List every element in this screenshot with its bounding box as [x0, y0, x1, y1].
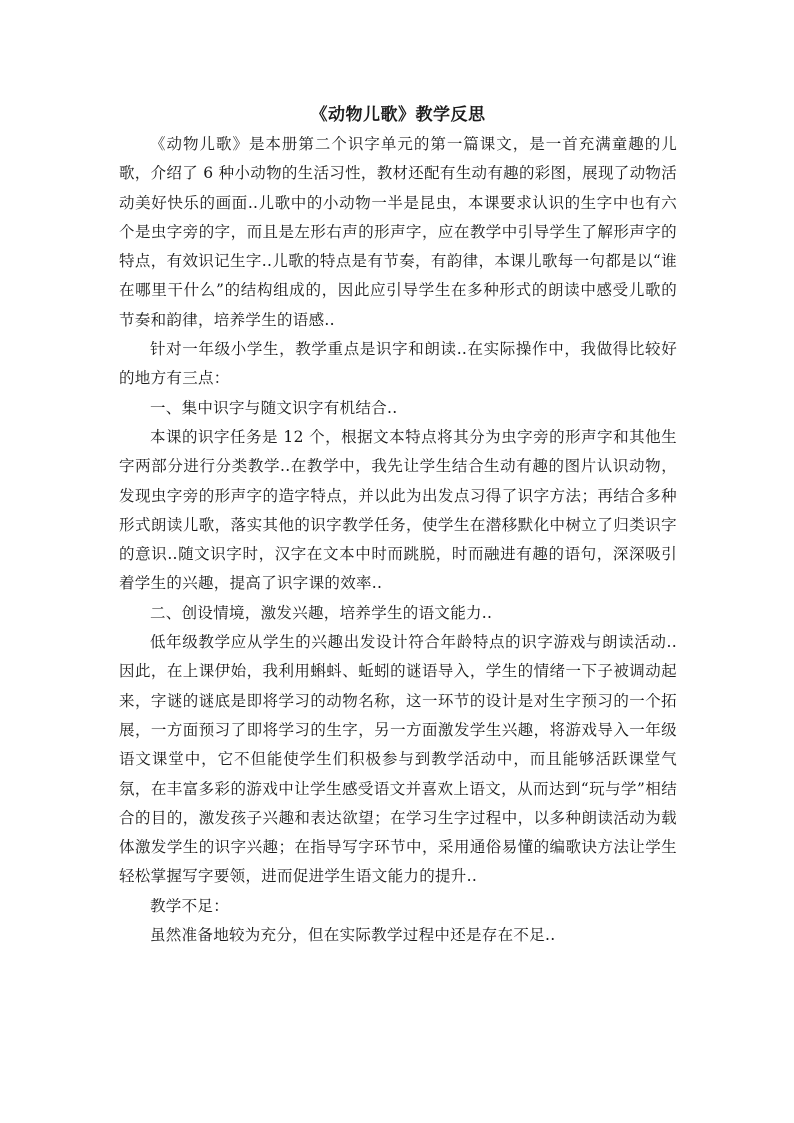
paragraph-intro: 《动物儿歌》是本册第二个识字单元的第一篇课文，是一首充满童趣的儿歌，介绍了 6 种小动物的生活习性，教材还配有生动有趣的彩图，展现了动物活动美好快乐的画面..儿歌中的小动物一半是昆虫，本课要求认识的生字中也有六个是虫字旁的字，而且是左形右声的形声字，应在教学中引导学生了解形声字的特点，有效识记生字..儿歌的特点是有节奏，有韵律，本课儿歌每一句都是以“谁在哪里干什么”的结构组成的，因此应引导学生在多种形式的朗读中感受儿歌的节奏和韵律，培养学生的语感.. [119, 135, 677, 329]
section-heading-1: 一、集中识字与随文识字有机结合.. [150, 398, 398, 417]
paragraph-shortcomings: 虽然准备地较为充分，但在实际教学过程中还是存在不足.. [150, 926, 556, 945]
document-title: 《动物儿歌》教学反思 [310, 105, 486, 125]
section-heading-2: 二、创设情境，激发兴趣，培养学生的语文能力.. [150, 603, 493, 622]
document-page [119, 100, 677, 950]
paragraph-focus: 针对一年级小学生，教学重点是识字和朗读..在实际操作中，我做得比较好的地方有三点： [119, 340, 677, 388]
paragraph-section-2: 低年级教学应从学生的兴趣出发设计符合年龄特点的识字游戏与朗读活动..因此，在上课伊始，我利用蝌蚪、蚯蚓的谜语导入，学生的情绪一下子被调动起来，字谜的谜底是即将学习的动物名称，这一环节的设计是对生字预习的一个拓展，一方面预习了即将学习的生字，另一方面激发学生兴趣，将游戏导入一年级语文课堂中，它不但能使学生们积极参与到教学活动中，而且能够活跃课堂气氛，在丰富多彩的游戏中让学生感受语文并喜欢上语文，从而达到“玩与学”相结合的目的，激发孩子兴趣和表达欲望；在学习生字过程中，以多种朗读活动为载体激发学生的识字兴趣；在指导写字环节中，采用通俗易懂的编歌诀方法让学生轻松掌握写字要领，进而促进学生语文能力的提升.. [119, 633, 677, 886]
section-heading-shortcomings: 教学不足： [150, 896, 230, 915]
paragraph-section-1: 本课的识字任务是 12 个，根据文本特点将其分为虫字旁的形声字和其他生字两部分进行分类教学..在教学中，我先让学生结合生动有趣的图片认识动物，发现虫字旁的形声字的造字特点，并以此为出发点习得了识字方法；再结合多种形式朗读儿歌，落实其他的识字教学任务，使学生在潜移默化中树立了归类识字的意识..随文识字时，汉字在文本中时而跳脱，时而融进有趣的语句，深深吸引着学生的兴趣，提高了识字课的效率.. [119, 427, 677, 593]
